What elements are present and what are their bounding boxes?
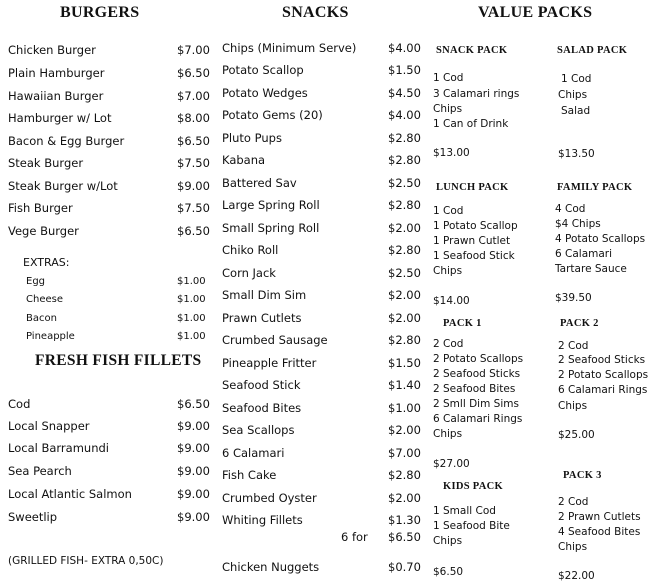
- snack-name: Large Spring Roll: [222, 198, 320, 212]
- extra-price: $1.00: [177, 294, 206, 305]
- pack-price: $27.00: [433, 458, 470, 470]
- snack-name: Chiko Roll: [222, 243, 279, 257]
- pack-line: 2 Cod: [558, 340, 589, 352]
- snacks-heading: SNACKS: [282, 4, 349, 21]
- pack-line: Chips: [433, 265, 463, 277]
- snack-name: Chicken Nuggets: [222, 560, 320, 574]
- pack-line: 6 Calamari: [555, 248, 613, 260]
- pack-price: $39.50: [555, 292, 592, 304]
- pack-line: 2 Potato Scallops: [433, 353, 524, 365]
- snack-name: Prawn Cutlets: [222, 311, 302, 325]
- pack-title: LUNCH PACK: [436, 182, 509, 193]
- snack-price: $7.00: [388, 446, 421, 460]
- burger-price: $7.50: [177, 201, 210, 215]
- snack-name: 6 Calamari: [222, 446, 285, 460]
- pack-line: 1 Can of Drink: [433, 118, 509, 130]
- value-packs-heading: VALUE PACKS: [478, 4, 593, 21]
- pack-line: 2 Seafood Sticks: [433, 368, 521, 380]
- fish-name: Local Atlantic Salmon: [8, 487, 132, 501]
- snack-name: Sea Scallops: [222, 423, 295, 437]
- pack-price: $22.00: [558, 570, 595, 582]
- burger-name: Vege Burger: [8, 224, 79, 238]
- fish-heading: FRESH FISH FILLETS: [35, 352, 202, 369]
- burger-name: Steak Burger: [8, 156, 84, 170]
- pack-line: 1 Seafood Bite: [433, 520, 510, 532]
- fish-name: Local Snapper: [8, 419, 90, 433]
- pack-line: 6 Calamari Rings: [558, 384, 648, 396]
- fish-name: Sea Pearch: [8, 464, 72, 478]
- extra-name: Egg: [26, 276, 46, 287]
- six-for-price: $6.50: [388, 530, 421, 544]
- extra-price: $1.00: [177, 276, 206, 287]
- pack-line: 2 Seafood Bites: [433, 383, 516, 395]
- pack-line: $4 Chips: [555, 218, 601, 230]
- snack-price: $1.40: [388, 378, 421, 392]
- burger-name: Chicken Burger: [8, 43, 96, 57]
- fish-name: Cod: [8, 397, 31, 411]
- snack-price: $2.50: [388, 176, 421, 190]
- snack-price: $2.00: [388, 423, 421, 437]
- pack-line: 2 Smll Dim Sims: [433, 398, 519, 410]
- burger-name: Hamburger w/ Lot: [8, 111, 112, 125]
- snack-name: Pineapple Fritter: [222, 356, 317, 370]
- pack-line: 4 Seafood Bites: [558, 526, 641, 538]
- pack-title: FAMILY PACK: [557, 182, 633, 193]
- pack-line: 1 Seafood Stick: [433, 250, 515, 262]
- snack-price: $1.50: [388, 63, 421, 77]
- burger-price: $6.50: [177, 134, 210, 148]
- pack-title: PACK 3: [563, 470, 602, 481]
- fish-price: $9.00: [177, 487, 210, 501]
- grilled-fish-note: (GRILLED FISH- EXTRA 0,50C): [8, 555, 164, 567]
- pack-line: 1 Cod: [433, 205, 464, 217]
- fish-price: $9.00: [177, 464, 210, 478]
- burger-price: $9.00: [177, 179, 210, 193]
- snack-price: $2.80: [388, 243, 421, 257]
- snack-name: Whiting Fillets: [222, 513, 303, 527]
- pack-line: Chips: [433, 535, 463, 547]
- snack-price: $2.80: [388, 198, 421, 212]
- snack-price: $2.80: [388, 153, 421, 167]
- pack-line: 2 Seafood Sticks: [558, 354, 646, 366]
- pack-line: 1 Small Cod: [433, 505, 496, 517]
- snack-price: $1.00: [388, 401, 421, 415]
- snack-price: $2.80: [388, 131, 421, 145]
- pack-line: 2 Cod: [433, 338, 464, 350]
- pack-line: 1 Potato Scallop: [433, 220, 518, 232]
- burger-name: Plain Hamburger: [8, 66, 105, 80]
- snack-name: Crumbed Oyster: [222, 491, 317, 505]
- snack-price: $4.00: [388, 108, 421, 122]
- snack-price: $4.50: [388, 86, 421, 100]
- extra-price: $1.00: [177, 313, 206, 324]
- pack-line: 4 Cod: [555, 203, 586, 215]
- burger-name: Bacon & Egg Burger: [8, 134, 125, 148]
- burger-price: $8.00: [177, 111, 210, 125]
- snack-price: $2.50: [388, 266, 421, 280]
- snack-name: Chips (Minimum Serve): [222, 41, 357, 55]
- pack-title: PACK 2: [560, 318, 599, 329]
- pack-line: 2 Potato Scallops: [558, 369, 649, 381]
- extra-name: Bacon: [26, 313, 57, 324]
- six-for-label: 6 for: [341, 530, 368, 544]
- pack-line: Chips: [433, 103, 463, 115]
- snack-name: Crumbed Sausage: [222, 333, 328, 347]
- snack-name: Seafood Stick: [222, 378, 301, 392]
- fish-price: $9.00: [177, 419, 210, 433]
- burger-name: Hawaiian Burger: [8, 89, 104, 103]
- fish-price: $9.00: [177, 510, 210, 524]
- pack-price: $25.00: [558, 429, 595, 441]
- snack-name: Corn Jack: [222, 266, 276, 280]
- pack-line: 4 Potato Scallops: [555, 233, 646, 245]
- pack-line: Chips: [433, 428, 463, 440]
- snack-name: Small Dim Sim: [222, 288, 307, 302]
- burgers-heading: BURGERS: [60, 4, 140, 21]
- pack-line: Chips: [558, 89, 588, 101]
- snack-name: Potato Wedges: [222, 86, 308, 100]
- snack-name: Pluto Pups: [222, 131, 282, 145]
- fish-price: $6.50: [177, 397, 210, 411]
- burger-name: Fish Burger: [8, 201, 73, 215]
- pack-price: $6.50: [433, 566, 464, 578]
- snack-price: $1.30: [388, 513, 421, 527]
- burger-price: $6.50: [177, 224, 210, 238]
- pack-line: 1 Cod: [561, 73, 592, 85]
- pack-line: 2 Cod: [558, 496, 589, 508]
- pack-line: 2 Prawn Cutlets: [558, 511, 641, 523]
- extra-name: Cheese: [26, 294, 63, 305]
- pack-line: Salad: [561, 105, 591, 117]
- snack-name: Battered Sav: [222, 176, 297, 190]
- pack-line: 3 Calamari rings: [433, 88, 520, 100]
- burger-price: $7.00: [177, 89, 210, 103]
- snack-price: $2.80: [388, 333, 421, 347]
- pack-title: SNACK PACK: [436, 45, 508, 56]
- pack-price: $13.50: [558, 148, 595, 160]
- pack-line: Chips: [558, 541, 588, 553]
- snack-price: $2.00: [388, 311, 421, 325]
- snack-name: Small Spring Roll: [222, 221, 320, 235]
- fish-price: $9.00: [177, 441, 210, 455]
- snack-name: Seafood Bites: [222, 401, 302, 415]
- extra-price: $1.00: [177, 331, 206, 342]
- snack-price: $2.00: [388, 221, 421, 235]
- snack-price: $1.50: [388, 356, 421, 370]
- snack-price: $2.00: [388, 288, 421, 302]
- pack-price: $14.00: [433, 295, 470, 307]
- pack-line: Tartare Sauce: [555, 263, 627, 275]
- fish-name: Sweetlip: [8, 510, 58, 524]
- pack-title: SALAD PACK: [557, 45, 628, 56]
- fish-name: Local Barramundi: [8, 441, 109, 455]
- snack-price: $4.00: [388, 41, 421, 55]
- extra-name: Pineapple: [26, 331, 75, 342]
- pack-line: 1 Prawn Cutlet: [433, 235, 511, 247]
- snack-price: $0.70: [388, 560, 421, 574]
- burger-price: $6.50: [177, 66, 210, 80]
- pack-title: PACK 1: [443, 318, 482, 329]
- burger-price: $7.50: [177, 156, 210, 170]
- snack-name: Fish Cake: [222, 468, 277, 482]
- snack-price: $2.00: [388, 491, 421, 505]
- snack-name: Potato Gems (20): [222, 108, 323, 122]
- burger-price: $7.00: [177, 43, 210, 57]
- snack-price: $2.80: [388, 468, 421, 482]
- pack-line: 1 Cod: [433, 72, 464, 84]
- extras-heading: EXTRAS:: [23, 256, 70, 269]
- snack-name: Kabana: [222, 153, 266, 167]
- pack-line: Chips: [558, 400, 588, 412]
- pack-line: 6 Calamari Rings: [433, 413, 523, 425]
- snack-name: Potato Scallop: [222, 63, 304, 77]
- pack-title: KIDS PACK: [443, 481, 503, 492]
- burger-name: Steak Burger w/Lot: [8, 179, 118, 193]
- pack-price: $13.00: [433, 147, 470, 159]
